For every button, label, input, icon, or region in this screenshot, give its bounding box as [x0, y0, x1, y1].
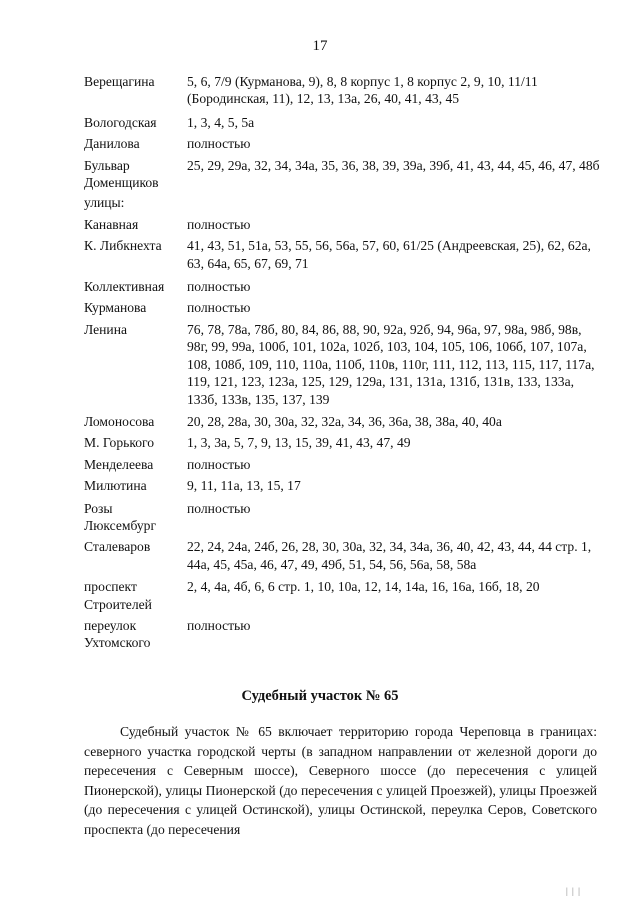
street-name: Сталеваров: [84, 539, 151, 555]
street-name: Ленина: [84, 321, 128, 337]
street-name: Курманова: [84, 300, 147, 316]
street-row: [84, 434, 604, 455]
street-name: Менделеева: [84, 456, 154, 472]
street-row: [84, 278, 604, 299]
street-row: [84, 578, 604, 617]
street-name: Милютина: [84, 478, 147, 494]
house-numbers: 1, 3, 4, 5, 5а: [187, 114, 255, 130]
street-row: [84, 538, 604, 578]
street-row: [84, 299, 604, 320]
street-name: улицы:: [84, 195, 125, 211]
street-row: [84, 456, 604, 477]
page-number: 17: [312, 38, 328, 54]
footer-mark: | | |: [566, 886, 581, 896]
street-name: М. Горького: [84, 435, 155, 451]
street-row: [84, 413, 604, 434]
street-row: [84, 135, 604, 156]
house-numbers: 76, 78, 78а, 78б, 80, 84, 86, 88, 90, 92а, 92б, 94, 96а, 97, 98а, 98б, 98в, 98г, 99, 99а, 100б, 101, 102а, 102б, 103, 104, 105, 106, 106б, 107, 107а, 108, 108б, 109, 110, 110а, 110б, 110в, 110г, 111, 112, 113, 115, 117, 117а, 119, 121, 123, 123а, 125, 129, 129а, 131, 131а, 131б, 131в, 133, 133а, 133б, 133в, 135, 137, 139: [187, 321, 595, 407]
street-name: Верещагина: [84, 74, 155, 89]
street-name: К. Либкнехта: [84, 238, 162, 254]
house-numbers: полностью: [187, 279, 251, 295]
street-address-table: [84, 73, 604, 652]
street-row: [84, 73, 604, 114]
street-row: [84, 477, 604, 499]
street-name: Данилова: [84, 136, 140, 152]
house-numbers: полностью: [187, 300, 251, 316]
street-row: [84, 157, 604, 195]
street-name: Канавная: [84, 216, 139, 232]
house-numbers: 20, 28, 28а, 30, 30а, 32, 32а, 34, 36, 36а, 38, 38а, 40, 40а: [187, 413, 502, 429]
house-numbers: полностью: [187, 136, 251, 152]
house-numbers: полностью: [187, 456, 251, 472]
street-name: Вологодская: [84, 114, 157, 130]
street-row: [84, 500, 604, 539]
house-numbers: полностью: [187, 500, 251, 516]
house-numbers: 9, 11, 11а, 13, 15, 17: [187, 478, 301, 494]
street-row: [84, 617, 604, 652]
house-numbers: [187, 194, 604, 215]
house-numbers: 22, 24, 24а, 24б, 26, 28, 30, 30а, 32, 34, 34а, 36, 40, 42, 43, 44, 44 стр. 1, 44а, 45, 45а, 46, 47, 49, 49б, 51, 54, 56, 56а, 58, 58а: [187, 539, 592, 572]
house-numbers: полностью: [187, 216, 251, 232]
street-row: [84, 216, 604, 237]
street-name: Коллективная: [84, 279, 165, 295]
house-numbers: полностью: [187, 617, 251, 633]
house-numbers: 25, 29, 29а, 32, 34, 34а, 35, 36, 38, 39, 39а, 39б, 41, 43, 44, 45, 46, 47, 48б: [187, 157, 600, 173]
street-name: Бульвар Доменщиков: [84, 157, 159, 191]
street-name: Ломоносова: [84, 413, 155, 429]
house-numbers: 5, 6, 7/9 (Курманова, 9), 8, 8 корпус 1, 8 корпус 2, 9, 10, 11/11 (Бородинская, 11), 12, 13, 13а, 26, 40, 41, 43, 45: [187, 74, 538, 107]
street-row: [84, 194, 604, 215]
house-numbers: 2, 4, 4а, 4б, 6, 6 стр. 1, 10, 10а, 12, 14, 14а, 16, 16а, 16б, 18, 20: [187, 579, 540, 595]
house-numbers: 41, 43, 51, 51а, 53, 55, 56, 56а, 57, 60, 61/25 (Андреевская, 25), 62, 62а, 63, 64а, 65, 67, 69, 71: [187, 238, 591, 271]
section-paragraph: Судебный участок № 65 включает территорию города Череповца в границах: северного участка городской черты (в западном направлении от железной дороги до пересечения с Северным шоссе), Северного шоссе (до пересечения с улицей Пионерской), улицы Пионерской (до пересечения с улицей Проезжей), улицы Проезжей (до пересечения с улицей Остинской), улицы Остинской, переулка Серов, Советского проспекта (до пересечения: [84, 724, 597, 837]
section-heading: Судебный участок № 65: [241, 688, 399, 704]
house-numbers: 1, 3, 3а, 5, 7, 9, 13, 15, 39, 41, 43, 47, 49: [187, 435, 411, 451]
street-row: [84, 114, 604, 135]
street-row: [84, 321, 604, 413]
street-name: проспект Строителей: [84, 579, 152, 612]
street-row: [84, 237, 604, 278]
street-name: переулок Ухтомского: [84, 617, 151, 651]
street-name: Розы Люксембург: [84, 500, 157, 533]
